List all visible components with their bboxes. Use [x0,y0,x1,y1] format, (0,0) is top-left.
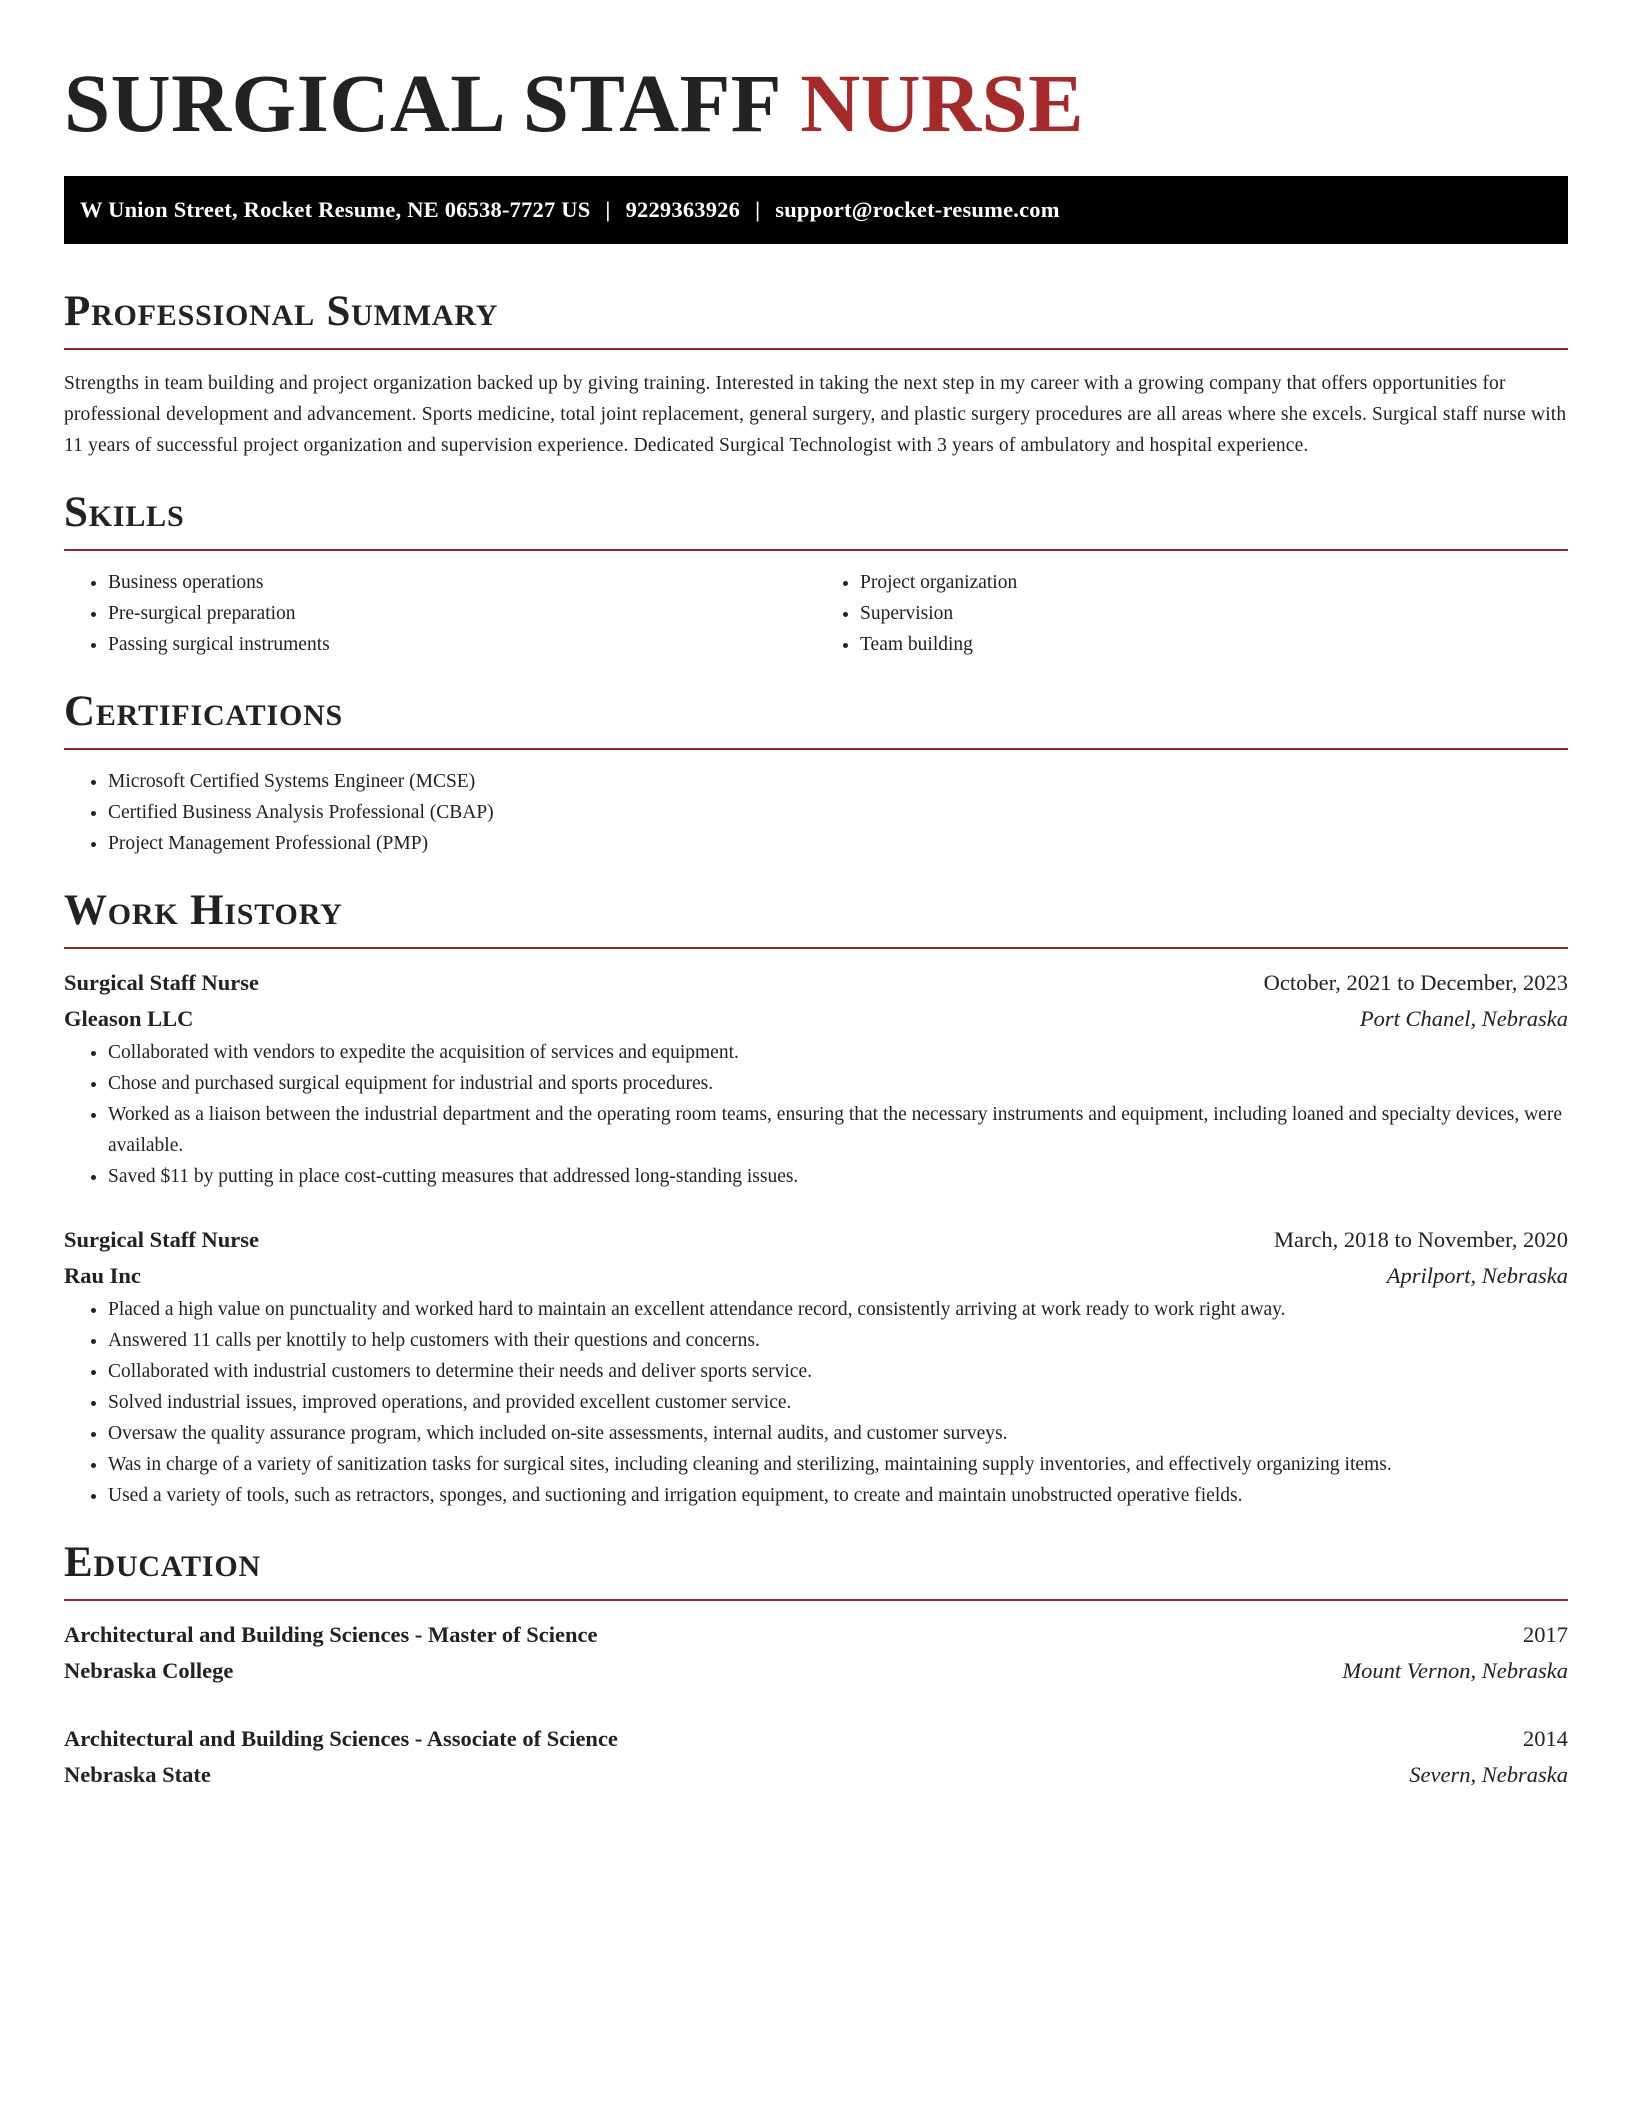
education-school-row [64,1653,1568,1689]
section-title-summary: Professional Summary [64,288,499,335]
skills-column-right [816,567,1568,660]
job-dates: October, 2021 to December, 2023 [1263,970,1568,995]
job-company: Gleason LLC [64,1006,194,1031]
skill-item: • Team building [860,629,1568,660]
contact-address: W Union Street, Rocket Resume, NE 06538-7727 US [80,197,591,222]
skills-section [64,487,1568,660]
section-divider [64,549,1568,551]
certification-item: • Microsoft Certified Systems Engineer (MCSE) [108,766,1568,797]
job-location: Port Chanel, Nebraska [1359,1006,1568,1031]
section-divider [64,947,1568,949]
job-location: Aprilport, Nebraska [1386,1263,1568,1288]
certification-item: • Certified Business Analysis Professional (CBAP) [108,797,1568,828]
candidate-title [64,0,1568,151]
skill-item: • Pre-surgical preparation [108,598,816,629]
education-section [64,1537,1568,1793]
job-entry [64,965,1568,1192]
section-title-skills: Skills [64,489,185,536]
skill-item: • Project organization [860,567,1568,598]
contact-phone[interactable]: 9229363926 [625,197,741,222]
job-duty: • Collaborated with industrial customers to determine their needs and deliver sports service. [108,1356,1568,1387]
skills-grid [64,567,1568,660]
certification-item: • Project Management Professional (PMP) [108,828,1568,859]
contact-separator: | [755,197,761,222]
education-header-row [64,1721,1568,1757]
section-divider [64,348,1568,350]
contact-separator: | [605,197,611,222]
certifications-list [64,766,1568,859]
job-duty: • Chose and purchased surgical equipment for industrial and sports procedures. [108,1068,1568,1099]
skill-item: • Business operations [108,567,816,598]
education-degree: Architectural and Building Sciences - Master of Science [64,1622,598,1647]
job-duty: • Oversaw the quality assurance program, which included on-site assessments, internal audits, and customer surveys. [108,1418,1568,1449]
title-primary: SURGICAL STAFF [64,57,779,149]
section-title-education: Education [64,1539,261,1586]
education-header-row [64,1617,1568,1653]
education-school: Nebraska State [64,1762,211,1787]
education-entry [64,1721,1568,1793]
job-header-row [64,1222,1568,1258]
job-duty: • Solved industrial issues, improved operations, and provided excellent customer service. [108,1387,1568,1418]
education-school: Nebraska College [64,1658,234,1683]
skills-column-left [64,567,816,660]
certifications-section [64,686,1568,859]
title-accent: NURSE [800,57,1085,149]
contact-email[interactable]: support@rocket-resume.com [775,197,1060,222]
education-school-row [64,1757,1568,1793]
job-dates: March, 2018 to November, 2020 [1273,1227,1568,1252]
job-duty: • Used a variety of tools, such as retractors, sponges, and suctioning and irrigation equipment, to create and maintain unobstructed operative fields. [108,1480,1568,1511]
section-title-certifications: Certifications [64,688,344,735]
section-title-work-history: Work History [64,887,343,934]
work-history-section [64,885,1568,1511]
job-header-row [64,965,1568,1001]
education-location: Mount Vernon, Nebraska [1342,1658,1568,1683]
skill-item: • Passing surgical instruments [108,629,816,660]
job-company-row [64,1258,1568,1294]
job-duties-list [64,1037,1568,1192]
job-position: Surgical Staff Nurse [64,970,259,995]
resume-page [64,0,1568,1793]
education-year: 2017 [1523,1622,1568,1647]
skill-item: • Supervision [860,598,1568,629]
job-duty: • Saved $11 by putting in place cost-cutting measures that addressed long-standing issues. [108,1161,1568,1192]
contact-bar [64,176,1568,244]
education-entry [64,1617,1568,1689]
summary-text: Strengths in team building and project organization backed up by giving training. Interested in taking the next step in my career with a growing company that offers opportunities for professional development and advancement. Sports medicine, total joint replacement, general surgery, and plastic surgery procedures are all areas where she excels. Surgical staff nurse with 11 years of successful project organization and supervision experience. Dedicated Surgical Technologist with 3 years of ambulatory and hospital experience. [64,373,1567,456]
job-duties-list [64,1294,1568,1511]
section-divider [64,748,1568,750]
job-company-row [64,1001,1568,1037]
education-degree: Architectural and Building Sciences - Associate of Science [64,1726,618,1751]
job-duty: • Answered 11 calls per knottily to help customers with their questions and concerns. [108,1325,1568,1356]
section-divider [64,1599,1568,1601]
job-entry [64,1222,1568,1511]
summary-section [64,286,1568,461]
job-position: Surgical Staff Nurse [64,1227,259,1252]
job-duty: • Collaborated with vendors to expedite the acquisition of services and equipment. [108,1037,1568,1068]
job-duty: • Worked as a liaison between the industrial department and the operating room teams, ensuring that the necessary instruments and equipment, including loaned and specialty devices, were available. [108,1099,1568,1161]
job-company: Rau Inc [64,1263,141,1288]
education-location: Severn, Nebraska [1409,1762,1568,1787]
job-duty: • Placed a high value on punctuality and worked hard to maintain an excellent attendance record, consistently arriving at work ready to work right away. [108,1294,1568,1325]
education-year: 2014 [1523,1726,1568,1751]
job-duty: • Was in charge of a variety of sanitization tasks for surgical sites, including cleaning and sterilizing, maintaining supply inventories, and effectively organizing items. [108,1449,1568,1480]
